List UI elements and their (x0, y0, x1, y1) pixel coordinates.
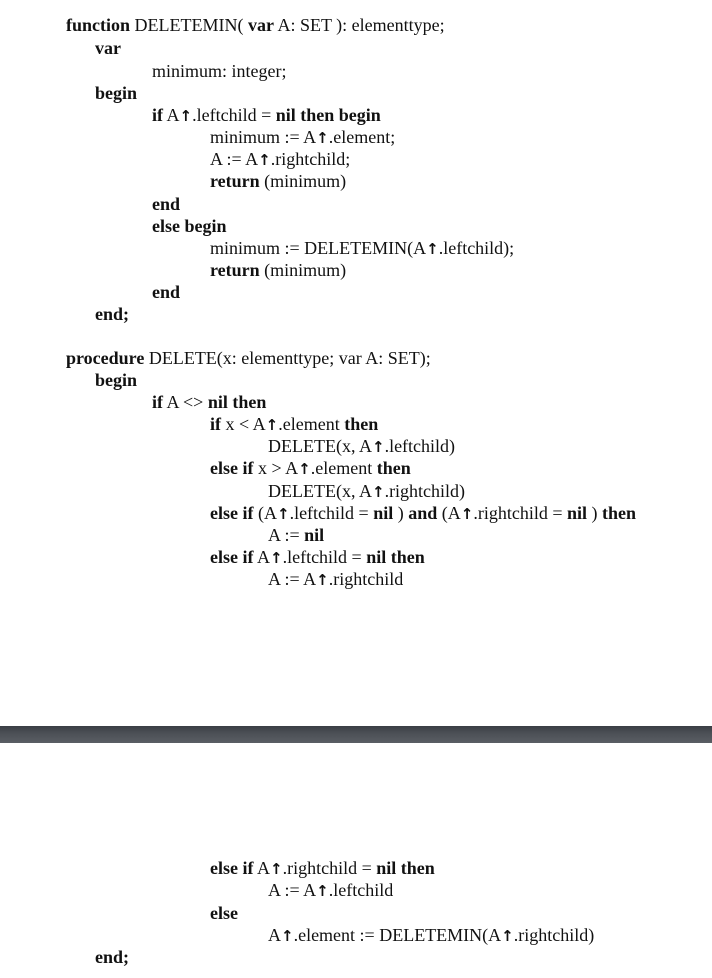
pointer-arrow-glyph: ↑ (276, 505, 290, 523)
code-text: .leftchild = (289, 503, 374, 523)
code-text: DELETE(x, A (268, 436, 372, 456)
code-keyword: var (95, 38, 121, 58)
code-text: (minimum) (259, 260, 347, 280)
code-text: A (253, 858, 270, 878)
code-text: A := A (268, 880, 317, 900)
code-line (95, 369, 137, 391)
pointer-arrow-glyph: ↑ (270, 549, 283, 567)
code-text: DELETEMIN( (130, 15, 248, 35)
code-text: x > A (253, 458, 299, 478)
code-line (210, 126, 395, 148)
code-text: A (268, 925, 281, 945)
code-keyword: nil then (207, 392, 267, 412)
code-keyword: nil (566, 503, 587, 523)
code-text: A := A (210, 149, 259, 169)
code-line (210, 148, 350, 170)
code-text: ) (393, 503, 409, 523)
code-line (210, 413, 378, 435)
code-line (210, 170, 346, 192)
code-keyword: begin (95, 370, 138, 390)
pointer-arrow-glyph: ↑ (316, 571, 329, 589)
code-text: .leftchild) (384, 436, 456, 456)
code-text: (A (253, 503, 277, 523)
code-text: .rightchild) (513, 925, 595, 945)
code-line (152, 391, 266, 413)
code-text: .leftchild = (282, 547, 367, 567)
code-line (268, 524, 324, 546)
code-text: .rightchild; (270, 149, 351, 169)
code-keyword: end; (95, 304, 130, 324)
code-text: A := (268, 525, 305, 545)
code-text: .rightchild (328, 569, 404, 589)
code-line (152, 215, 227, 237)
code-text: .rightchild = (282, 858, 377, 878)
code-keyword: then (601, 503, 636, 523)
code-keyword: else begin (152, 216, 227, 236)
code-keyword: else (210, 903, 238, 923)
pointer-arrow-glyph: ↑ (270, 860, 283, 878)
code-line (268, 879, 393, 901)
code-keyword: nil then begin (275, 105, 381, 125)
code-line (95, 303, 129, 325)
code-keyword: function (66, 15, 131, 35)
code-text: .leftchild (328, 880, 394, 900)
code-line (152, 60, 286, 82)
code-keyword: nil (373, 503, 394, 523)
code-keyword: end (152, 282, 181, 302)
pointer-arrow-glyph: ↑ (298, 460, 311, 478)
code-text: x < A (221, 414, 266, 434)
code-keyword: else if (210, 547, 254, 567)
code-text: DELETE(x: elementtype; var A: SET); (144, 348, 431, 368)
code-line (95, 82, 137, 104)
code-keyword: nil then (376, 858, 435, 878)
code-text: .leftchild); (438, 238, 515, 258)
pointer-arrow-glyph: ↑ (265, 416, 279, 434)
code-line (210, 457, 411, 479)
code-keyword: else if (210, 458, 254, 478)
code-keyword: else if (210, 858, 254, 878)
code-line (210, 259, 346, 281)
code-text: .rightchild = (473, 503, 567, 523)
pointer-arrow-glyph: ↑ (460, 505, 474, 523)
code-text: ) (586, 503, 602, 523)
code-line (268, 435, 455, 457)
pointer-arrow-glyph: ↑ (281, 927, 294, 945)
code-line (210, 546, 425, 568)
code-text: minimum: integer; (152, 61, 287, 81)
code-text: .leftchild = (192, 105, 276, 125)
code-text: A (253, 547, 270, 567)
code-line (95, 37, 121, 59)
code-text: A: SET ): elementtype; (273, 15, 445, 35)
code-line (210, 902, 238, 924)
pointer-arrow-glyph: ↑ (258, 151, 271, 169)
code-keyword: and (408, 503, 438, 523)
code-line (152, 193, 180, 215)
code-text: (minimum) (259, 171, 347, 191)
code-text: DELETE(x, A (268, 481, 372, 501)
pointer-arrow-glyph: ↑ (426, 240, 439, 258)
code-line (210, 237, 514, 259)
code-line (95, 946, 129, 968)
code-keyword: nil (304, 525, 325, 545)
code-text: (A (437, 503, 461, 523)
code-line (210, 857, 435, 879)
code-text: A := A (268, 569, 317, 589)
code-keyword: begin (95, 83, 138, 103)
code-line (152, 104, 381, 126)
code-keyword: end; (95, 947, 130, 967)
code-keyword: nil then (366, 547, 425, 567)
pointer-arrow-glyph: ↑ (316, 882, 329, 900)
code-keyword: if (152, 392, 163, 412)
code-text: .rightchild) (384, 481, 466, 501)
code-line (66, 14, 445, 36)
code-text: A (163, 105, 180, 125)
code-keyword: var (247, 15, 274, 35)
code-keyword: return (210, 171, 260, 191)
code-keyword: return (210, 260, 260, 280)
code-line (210, 502, 636, 524)
pointer-arrow-glyph: ↑ (179, 107, 193, 125)
code-line (152, 281, 180, 303)
pointer-arrow-glyph: ↑ (371, 438, 385, 456)
code-keyword: end (152, 194, 181, 214)
code-keyword: if (210, 414, 221, 434)
code-line (66, 347, 431, 369)
code-text: minimum := A (210, 127, 317, 147)
pointer-arrow-glyph: ↑ (316, 129, 329, 147)
page-separator (0, 726, 712, 743)
code-line (268, 568, 403, 590)
document-page-2 (0, 743, 712, 978)
pointer-arrow-glyph: ↑ (501, 927, 514, 945)
code-text: A <> (163, 392, 208, 412)
code-keyword: procedure (66, 348, 145, 368)
code-line (268, 480, 465, 502)
code-keyword: else if (210, 503, 254, 523)
pointer-arrow-glyph: ↑ (371, 483, 385, 501)
code-keyword: if (152, 105, 163, 125)
code-text: .element (278, 414, 345, 434)
code-keyword: then (344, 414, 379, 434)
code-line (268, 924, 594, 946)
code-text: .element (310, 458, 377, 478)
code-text: .element; (328, 127, 396, 147)
code-keyword: then (376, 458, 411, 478)
code-text: minimum := DELETEMIN(A (210, 238, 427, 258)
code-text: .element := DELETEMIN(A (293, 925, 502, 945)
